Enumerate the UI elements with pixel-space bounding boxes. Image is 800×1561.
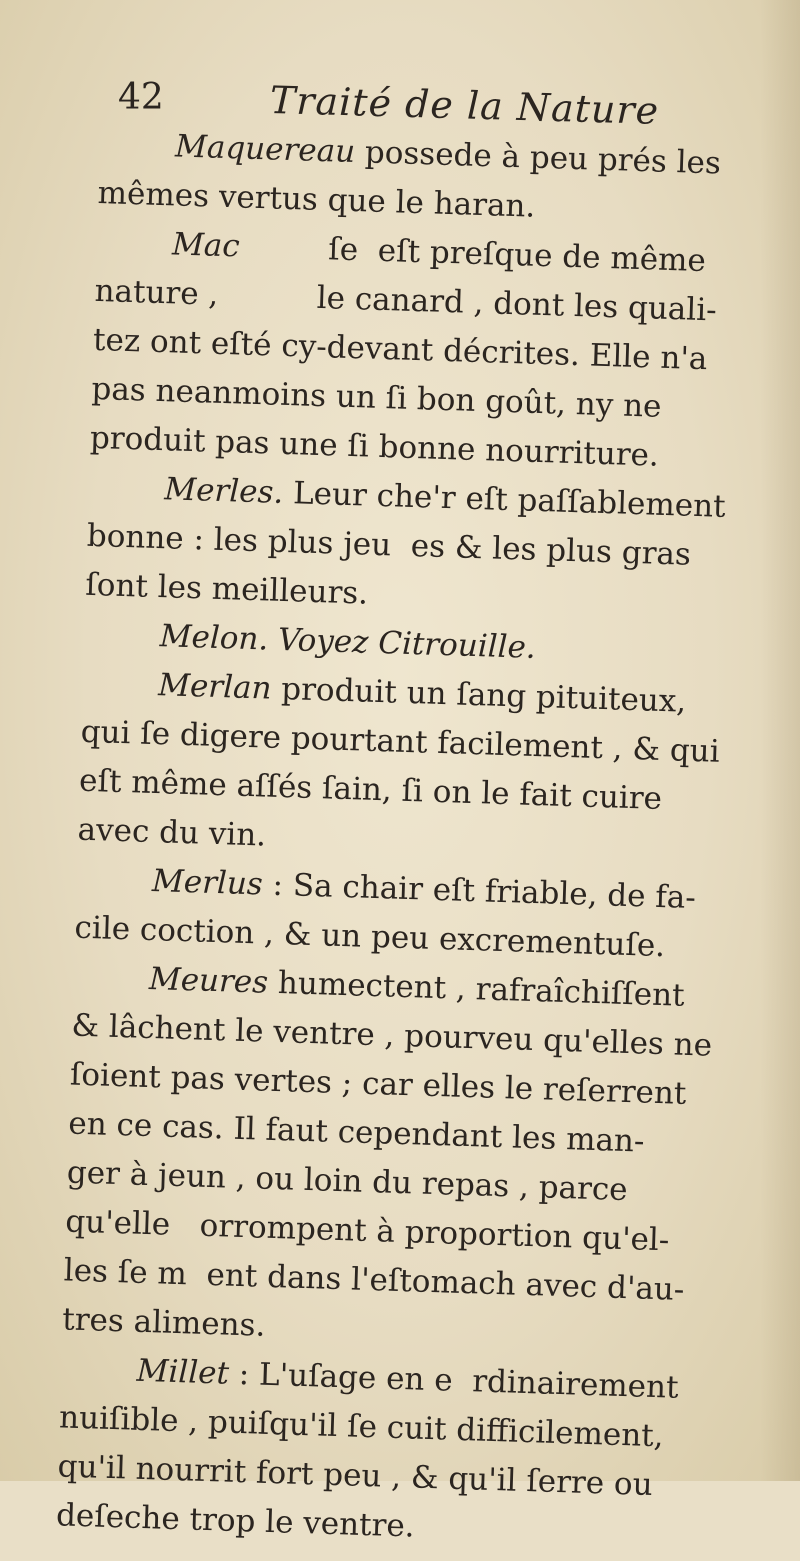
line-text: qu'elle orrompent à proportion qu'el- bbox=[64, 1203, 670, 1259]
headword: Mac bbox=[171, 226, 241, 265]
dictionary-entry bbox=[89, 218, 766, 484]
headword: Merlus bbox=[151, 863, 264, 903]
page-header bbox=[118, 68, 758, 133]
text-block bbox=[55, 120, 769, 1561]
line-text: tres alimens. bbox=[61, 1301, 266, 1344]
line-text: tez ont eſté cy-devant décrites. Elle n'a bbox=[92, 321, 708, 378]
headword: Merles. bbox=[163, 471, 284, 511]
line-text: eſt même aſſés ſain, ſi on le fait cuire bbox=[78, 762, 663, 817]
line-text: mêmes vertus que le haran. bbox=[97, 174, 536, 225]
line-text: pas neanmoins un ſi bon goût, ny ne bbox=[90, 370, 663, 425]
line-text: possede à peu prés les bbox=[354, 134, 722, 182]
page-number: 42 bbox=[118, 77, 164, 118]
running-title: Traité de la Nature bbox=[269, 78, 660, 133]
headword: Merlan bbox=[157, 667, 273, 707]
line-text: & lâchent le ventre , pourveu qu'elles ne bbox=[70, 1007, 713, 1064]
page-edge-shadow bbox=[760, 0, 800, 1481]
line-text: qu'il nourrit fort peu , & qu'il ſerre ou bbox=[57, 1448, 654, 1504]
line-text: ger à jeun , ou loin du repas , parce bbox=[66, 1154, 629, 1209]
headword: Maquereau bbox=[174, 128, 356, 171]
line-text: en ce cas. Il faut cependant les man- bbox=[67, 1105, 645, 1160]
line-text: avec du vin. bbox=[77, 811, 267, 854]
line-text: qui ſe digere pourtant facilement , & qui bbox=[80, 713, 721, 770]
line-text: cile coction , & un peu excrementuſe. bbox=[74, 909, 666, 965]
line-text: ſe eſt preſque de même bbox=[239, 228, 707, 280]
dictionary-entry bbox=[55, 1344, 731, 1561]
line-text: humectent , rafraîchiſſent bbox=[267, 964, 686, 1014]
headword: Meures bbox=[148, 960, 269, 1001]
line-text: Leur che'r eſt paſſablement bbox=[282, 474, 727, 525]
headword: Melon. Voyez Citrouille. bbox=[159, 618, 537, 666]
line-text: nature , le canard , dont les quali- bbox=[94, 272, 718, 329]
line-text: deſeche trop le ventre. bbox=[55, 1497, 416, 1545]
dictionary-entry bbox=[85, 463, 759, 631]
line-text: bonne : les plus jeu es & les plus gras bbox=[86, 517, 692, 573]
dictionary-entry bbox=[62, 953, 744, 1366]
line-text: les ſe m ent dans l'eſtomach avec d'au- bbox=[63, 1252, 685, 1308]
line-text: produit pas une ſi bonne nourriture. bbox=[89, 419, 660, 474]
line-text: : Sa chair eſt friable, de fa- bbox=[262, 866, 697, 917]
line-text: produit un ſang pituiteux, bbox=[270, 670, 687, 720]
line-text: : L'uſage en e rdinairement bbox=[228, 1355, 680, 1406]
line-text: ſoient pas vertes ; car elles le reſerrent bbox=[69, 1056, 687, 1112]
line-text: nuiſible , puiſqu'il ſe cuit difficilement, bbox=[58, 1399, 665, 1455]
line-text: ſont les meilleurs. bbox=[84, 566, 369, 612]
headword: Millet bbox=[136, 1352, 230, 1392]
dictionary-entry bbox=[77, 659, 753, 876]
